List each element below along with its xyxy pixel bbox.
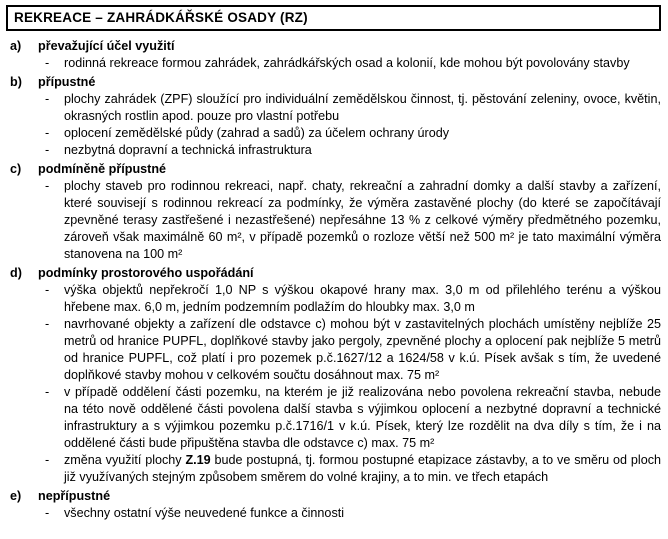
section-header (10, 265, 661, 282)
bullet-item (45, 178, 661, 263)
section-heading: nepřípustné (38, 489, 111, 503)
section (10, 74, 661, 159)
bullet-dash: - (45, 179, 50, 193)
regulation-document (10, 38, 661, 522)
section-heading: podmínky prostorového uspořádání (38, 266, 254, 280)
bullet-dash: - (45, 92, 50, 106)
bullet-dash: - (45, 56, 50, 70)
text-segment: všechny ostatní výše neuvedené funkce a činnosti (64, 506, 345, 520)
bullet-text (64, 452, 661, 486)
section-header (10, 488, 661, 505)
bullet-item (45, 282, 661, 316)
bold-term: Z.19 (185, 453, 211, 467)
text-segment: plochy staveb pro rodinnou rekreaci, např. chaty, rekreační a zahradní domky a další stavby a zařízení, které souvisejí s rodinnou rekreací za podmínky, že výměra zastavěné plochy (do které se započítávají zpevněné terasy zastřešené i nezastřešené) nepřesáhne 13 % z celkové výměry předmětného pozemku, zároveň však maximálně 60 m², v případě pozemků o rozloze větší než 500 m² je tato maximální výměra stanovena na 100 m² (64, 179, 661, 261)
bullet-dash: - (45, 385, 50, 399)
bullet-item (45, 452, 661, 486)
section-label: b) (10, 75, 22, 89)
bullet-item (45, 505, 661, 522)
text-segment: změna využití plochy (64, 453, 186, 467)
section-header (10, 161, 661, 178)
bullet-dash: - (45, 283, 50, 297)
section-label: d) (10, 266, 22, 280)
bullet-item (45, 142, 661, 159)
bullet-item (45, 384, 661, 452)
section (10, 265, 661, 486)
bullet-text (64, 316, 661, 384)
bullet-dash: - (45, 453, 50, 467)
section (10, 488, 661, 522)
section-header (10, 38, 661, 55)
page-title: REKREACE – ZAHRÁDKÁŘSKÉ OSADY (RZ) (6, 5, 661, 31)
text-segment: navrhované objekty a zařízení dle odstavce c) mohou být v zastavitelných plochách umístěny nejblíže 25 metrů od hranice PUPFL, doplňkové stavby jako pergoly, zpevněné plochy a oplocení pak nejblíže 5 metrů od hranice PUPFL, což platí i pro pozemek p.č.1627/12 a 1624/58 v k.ú. Písek avšak s tím, že uvedené doplňkové stavby mohou v celkovém součtu dosáhnout max. 75 m² (64, 317, 661, 382)
section-heading: přípustné (38, 75, 96, 89)
section-header (10, 74, 661, 91)
bullet-dash: - (45, 317, 50, 331)
bullet-text (64, 142, 661, 159)
section (10, 38, 661, 72)
bullet-text (64, 125, 661, 142)
section-heading: podmíněně přípustné (38, 162, 167, 176)
bullet-dash: - (45, 506, 50, 520)
bullet-text (64, 505, 661, 522)
bullet-item (45, 316, 661, 384)
bullet-text (64, 282, 661, 316)
bullet-item (45, 125, 661, 142)
text-segment: výška objektů nepřekročí 1,0 NP s výškou okapové hrany max. 3,0 m od přilehlého terénu a výškou hřebene max. 6,0 m, jedním podzemním podlažím do hloubky max. 3,0 m (64, 283, 661, 314)
bullet-text (64, 178, 661, 263)
section-heading: převažující účel využití (38, 39, 175, 53)
bullet-dash: - (45, 126, 50, 140)
text-segment: v případě oddělení části pozemku, na kterém je již realizována nebo povolena rekreační stavba, nebude na této nově oddělené části povolena další stavba s výjimkou oplocení a nezbytné dopravní a technické infrastruktury a s výjimkou pozemku p.č.1716/1 v k.ú. Písek, který lze rozdělit na dva díly s tím, že i na oddělené části bude připuštěna stavba dle odstavce c) max. 75 m² (64, 385, 661, 450)
section-label: e) (10, 489, 22, 503)
bullet-item (45, 91, 661, 125)
bullet-text (64, 91, 661, 125)
bullet-item (45, 55, 661, 72)
text-segment: rodinná rekreace formou zahrádek, zahrádkářských osad a kolonií, kde mohou být povolovány stavby (64, 56, 630, 70)
text-segment: oplocení zemědělské půdy (zahrad a sadů) za účelem ochrany úrody (64, 126, 450, 140)
text-segment: bude postupná, tj. formou postupné etapizace zástavby, a to ve směru od ploch již využívaných stejným způsobem směrem do volné krajiny, a to min. ve třech etapách (64, 453, 661, 484)
section (10, 161, 661, 263)
section-label: a) (10, 39, 22, 53)
bullet-text (64, 55, 661, 72)
section-label: c) (10, 162, 22, 176)
text-segment: nezbytná dopravní a technická infrastruktura (64, 143, 312, 157)
bullet-text (64, 384, 661, 452)
text-segment: plochy zahrádek (ZPF) sloužící pro individuální zemědělskou činnost, tj. pěstování zeleniny, ovoce, květin, okrasných rostlin apod. pouze pro vlastní potřebu (64, 92, 661, 123)
bullet-dash: - (45, 143, 50, 157)
